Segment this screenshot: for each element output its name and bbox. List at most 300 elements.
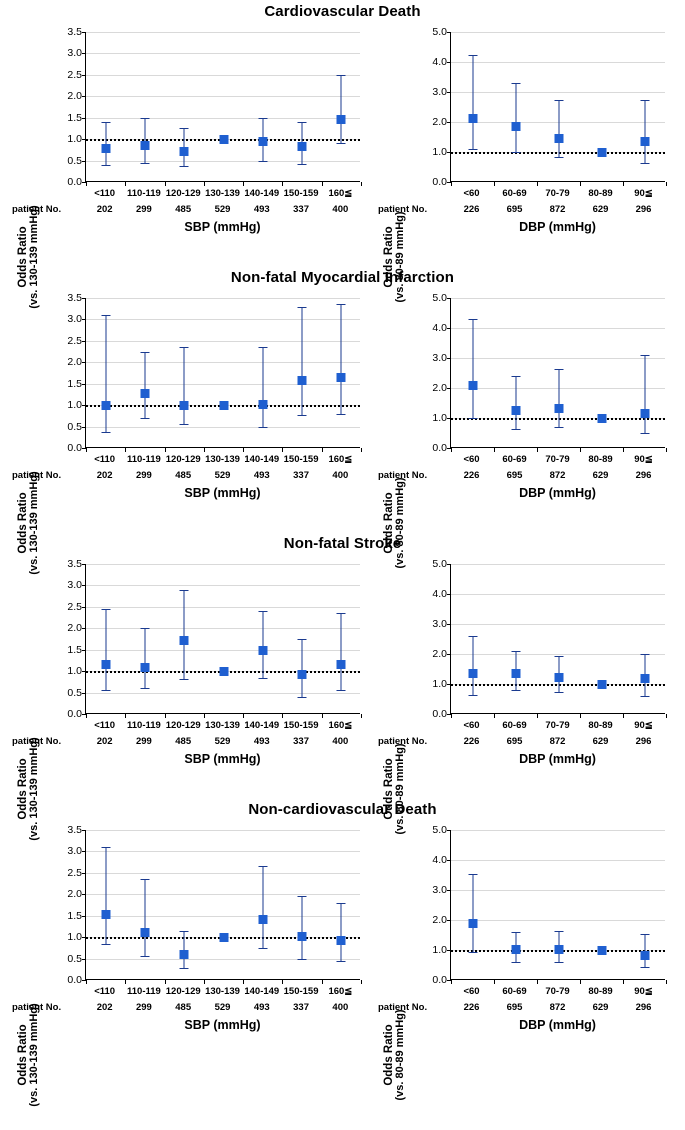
ci-upper-cap (640, 355, 649, 356)
y-axis-label-line2: (vs. 130-139 mmHg) (28, 1003, 40, 1107)
patient-number-row (12, 470, 360, 484)
y-tick-mark (82, 873, 86, 874)
y-tick-label: 2.0 (67, 356, 82, 369)
gridline (451, 298, 665, 299)
patient-number-row (12, 204, 360, 218)
y-tick-mark (82, 32, 86, 33)
ci-upper-cap (258, 611, 267, 612)
patient-number-value: 485 (175, 204, 192, 215)
x-tick-mark (580, 714, 581, 718)
patient-number-value: 695 (506, 470, 523, 481)
y-tick-label: 0.0 (432, 708, 447, 720)
confidence-interval-line (558, 100, 559, 157)
x-category-label: 110-119 (127, 454, 161, 465)
x-category-label: 70-79 (545, 986, 570, 997)
patient-number-value: 629 (592, 1002, 609, 1013)
ci-upper-cap (180, 590, 189, 591)
gridline (86, 873, 360, 874)
ci-upper-cap (258, 347, 267, 348)
y-tick-mark (82, 118, 86, 119)
plot-area (67, 558, 360, 720)
y-tick-label: 3.0 (67, 845, 82, 858)
patient-number-value: 485 (175, 1002, 192, 1013)
x-axis-title: DBP (mmHg) (519, 220, 596, 234)
patient-number-label: patient No. (378, 204, 428, 215)
patient-number-value: 629 (592, 204, 609, 215)
odds-ratio-marker (140, 141, 149, 150)
x-category-label: 80-89 (588, 720, 613, 731)
y-tick-mark (82, 830, 86, 831)
ci-upper-cap (511, 651, 520, 652)
y-tick-mark (82, 585, 86, 586)
x-tick-mark (165, 714, 166, 718)
x-tick-mark (666, 448, 667, 452)
odds-ratio-marker (180, 401, 189, 410)
ci-upper-cap (554, 931, 563, 932)
patient-number-value: 872 (549, 470, 566, 481)
gridline (451, 62, 665, 63)
odds-ratio-marker (101, 401, 110, 410)
y-tick-label: 1.5 (67, 111, 82, 124)
odds-ratio-marker (219, 401, 228, 410)
ci-lower-cap (337, 143, 346, 144)
y-tick-label: 4.0 (432, 588, 447, 600)
patient-number-row (378, 470, 665, 484)
x-category-labels (450, 720, 665, 734)
odds-ratio-marker (640, 137, 649, 146)
x-category-label: 140-149 (244, 720, 280, 731)
y-axis-label-line2: (vs. 130-139 mmHg) (28, 205, 40, 309)
x-axis-line (451, 979, 665, 980)
patient-number-value: 296 (635, 1002, 652, 1013)
x-axis-title: SBP (mmHg) (184, 220, 261, 234)
x-tick-mark (86, 980, 87, 984)
ci-upper-cap (554, 656, 563, 657)
ci-lower-cap (511, 690, 520, 691)
y-tick-mark (82, 851, 86, 852)
y-tick-mark (82, 564, 86, 565)
y-tick-label: 3.0 (432, 352, 447, 364)
odds-ratio-marker (101, 144, 110, 153)
patient-number-value: 485 (175, 470, 192, 481)
y-tick-mark (447, 564, 451, 565)
x-category-label: 130-139 (205, 454, 240, 465)
ci-lower-cap (640, 433, 649, 434)
x-category-label: <110 (94, 188, 116, 199)
y-tick-mark (82, 341, 86, 342)
gridline (451, 358, 665, 359)
ci-lower-cap (298, 697, 307, 698)
x-category-label: 140-149 (244, 986, 280, 997)
confidence-interval-line (644, 355, 645, 433)
ci-lower-cap (180, 424, 189, 425)
x-category-label: 70-79 (545, 720, 570, 731)
x-tick-mark (580, 182, 581, 186)
x-category-labels (85, 986, 360, 1000)
odds-ratio-marker (101, 910, 110, 919)
confidence-interval-line (144, 628, 145, 688)
y-axis-label-line2: (vs. 80-89 mmHg) (394, 211, 406, 303)
x-axis-title: DBP (mmHg) (519, 752, 596, 766)
y-tick-label: 2.0 (67, 622, 82, 635)
patient-number-value: 337 (293, 470, 309, 481)
y-tick-mark (82, 916, 86, 917)
patient-number-label: patient No. (12, 736, 62, 747)
x-tick-mark (243, 980, 244, 984)
y-tick-label: 1.5 (67, 909, 82, 922)
odds-ratio-marker (140, 663, 149, 672)
y-axis-label-line1: Odds Ratio (17, 1024, 29, 1086)
patient-number-label: patient No. (378, 470, 428, 481)
patient-number-value: 529 (214, 736, 231, 747)
y-tick-label: 1.0 (432, 944, 447, 956)
confidence-interval-line (472, 319, 473, 418)
x-axis-line (451, 713, 665, 714)
panel-group-title: Cardiovascular Death (264, 3, 421, 20)
y-axis-label-line1: Odds Ratio (383, 1024, 395, 1086)
confidence-interval-line (341, 75, 342, 144)
x-category-labels (85, 188, 360, 202)
ci-upper-cap (511, 83, 520, 84)
x-category-label: 140-149 (244, 454, 280, 465)
odds-ratio-marker (298, 670, 307, 679)
y-tick-label: 5.0 (432, 292, 447, 304)
y-tick-mark (447, 920, 451, 921)
ci-lower-cap (337, 690, 346, 691)
y-tick-label: 0.5 (67, 686, 82, 699)
patient-number-value: 400 (332, 204, 349, 215)
y-tick-label: 1.5 (67, 377, 82, 390)
ci-lower-cap (258, 427, 267, 428)
y-tick-label: 1.0 (432, 146, 447, 158)
odds-ratio-marker (597, 148, 606, 157)
odds-ratio-marker (640, 409, 649, 418)
odds-ratio-marker (337, 660, 346, 669)
patient-number-row (378, 204, 665, 218)
x-category-label: <60 (463, 454, 480, 465)
patient-number-value: 529 (214, 470, 231, 481)
odds-ratio-marker (298, 376, 307, 385)
x-category-labels (85, 720, 360, 734)
odds-ratio-marker (640, 674, 649, 683)
ci-upper-cap (337, 613, 346, 614)
y-tick-mark (447, 328, 451, 329)
x-tick-mark (361, 448, 362, 452)
confidence-interval-line (302, 307, 303, 415)
odds-ratio-marker (298, 142, 307, 151)
ci-lower-cap (640, 163, 649, 164)
x-category-label: 150-159 (283, 188, 319, 199)
gridline (86, 650, 360, 651)
odds-ratio-marker (597, 680, 606, 689)
y-tick-label: 2.0 (432, 116, 447, 128)
confidence-interval-line (341, 304, 342, 413)
ci-lower-cap (101, 690, 110, 691)
charts-row (0, 820, 685, 1107)
y-tick-mark (447, 830, 451, 831)
x-category-label: 130-139 (205, 720, 240, 731)
y-tick-label: 1.0 (432, 412, 447, 424)
gridline (86, 851, 360, 852)
y-tick-label: 0.0 (432, 974, 447, 986)
x-category-label: <60 (463, 986, 480, 997)
y-tick-label: 0.0 (432, 442, 447, 454)
odds-ratio-marker (468, 114, 477, 123)
patient-number-value: 202 (96, 1002, 113, 1013)
confidence-interval-line (558, 369, 559, 428)
y-tick-label: 1.0 (67, 665, 82, 678)
patient-number-value: 695 (506, 1002, 523, 1013)
x-axis-line (86, 447, 360, 448)
gridline (86, 53, 360, 54)
ci-upper-cap (140, 879, 149, 880)
gridline (86, 585, 360, 586)
odds-ratio-marker (337, 115, 346, 124)
ci-upper-cap (640, 654, 649, 655)
patient-number-value: 872 (549, 204, 566, 215)
y-tick-mark (82, 894, 86, 895)
odds-ratio-marker (258, 137, 267, 146)
y-tick-label: 2.5 (67, 866, 82, 879)
y-tick-label: 3.0 (432, 86, 447, 98)
x-category-labels (450, 188, 665, 202)
plot-area (432, 824, 665, 986)
x-axis-title: DBP (mmHg) (519, 1018, 596, 1032)
patient-number-value: 337 (293, 204, 309, 215)
ci-upper-cap (101, 847, 110, 848)
x-axis-line (86, 181, 360, 182)
x-tick-mark (666, 714, 667, 718)
x-category-labels (450, 454, 665, 468)
y-tick-label: 2.0 (67, 888, 82, 901)
odds-ratio-marker (180, 950, 189, 959)
gridline (451, 860, 665, 861)
ci-upper-cap (101, 315, 110, 316)
x-category-label: 110-119 (127, 720, 161, 731)
gridline (86, 894, 360, 895)
panel-group-title: Non-fatal Stroke (283, 535, 402, 552)
patient-number-value: 296 (635, 204, 652, 215)
ci-upper-cap (258, 866, 267, 867)
x-category-label: 160≦ (328, 188, 353, 199)
x-tick-mark (361, 182, 362, 186)
gridline (86, 161, 360, 162)
x-tick-mark (666, 182, 667, 186)
odds-ratio-marker (180, 636, 189, 645)
plot-area (67, 824, 360, 986)
y-tick-mark (447, 358, 451, 359)
plot-area (67, 26, 360, 188)
confidence-interval-line (144, 879, 145, 956)
confidence-interval-line (262, 347, 263, 426)
x-axis-line (86, 979, 360, 980)
ci-lower-cap (101, 165, 110, 166)
ci-lower-cap (298, 164, 307, 165)
y-axis-label-line2: (vs. 130-139 mmHg) (28, 737, 40, 841)
patient-number-value: 872 (549, 1002, 566, 1013)
ci-lower-cap (101, 432, 110, 433)
x-tick-mark (243, 714, 244, 718)
y-axis-label-line1: Odds Ratio (17, 492, 29, 554)
ci-upper-cap (140, 118, 149, 119)
x-tick-mark (86, 714, 87, 718)
odds-ratio-marker (468, 381, 477, 390)
chart-dbp_cvd (370, 22, 685, 303)
panel-group-title: Non-fatal Myocardial Infarction (230, 269, 455, 286)
y-tick-label: 3.0 (67, 579, 82, 592)
odds-ratio-marker (258, 400, 267, 409)
odds-ratio-marker (468, 919, 477, 928)
patient-number-value: 226 (463, 204, 480, 215)
x-axis-title: DBP (mmHg) (519, 486, 596, 500)
x-tick-mark (494, 448, 495, 452)
ci-lower-cap (511, 152, 520, 153)
x-category-label: 90≦ (634, 720, 653, 731)
ci-upper-cap (180, 347, 189, 348)
y-tick-label: 0.0 (67, 974, 82, 986)
patient-number-value: 299 (135, 1002, 152, 1013)
patient-number-value: 400 (332, 1002, 349, 1013)
ci-upper-cap (180, 931, 189, 932)
ci-upper-cap (337, 903, 346, 904)
x-tick-mark (494, 714, 495, 718)
y-axis-label-line1: Odds Ratio (17, 226, 29, 288)
ci-lower-cap (258, 161, 267, 162)
y-axis-label-line2: (vs. 80-89 mmHg) (394, 743, 406, 835)
ci-lower-cap (337, 961, 346, 962)
y-tick-label: 2.5 (67, 334, 82, 347)
y-tick-mark (82, 607, 86, 608)
x-tick-mark (322, 980, 323, 984)
patient-number-value: 299 (135, 470, 152, 481)
patient-number-value: 493 (253, 204, 270, 215)
ci-upper-cap (554, 100, 563, 101)
patient-number-value: 299 (135, 736, 152, 747)
odds-ratio-marker (258, 915, 267, 924)
chart-dbp_stroke (370, 554, 685, 835)
x-tick-mark (165, 980, 166, 984)
gridline (451, 594, 665, 595)
gridline (86, 830, 360, 831)
x-tick-mark (204, 182, 205, 186)
patient-number-row (378, 1002, 665, 1016)
confidence-interval-line (472, 636, 473, 695)
confidence-interval-line (472, 874, 473, 952)
ci-lower-cap (101, 944, 110, 945)
y-tick-mark (447, 92, 451, 93)
y-tick-label: 2.5 (67, 600, 82, 613)
patient-number-row (12, 1002, 360, 1016)
x-tick-mark (451, 980, 452, 984)
odds-ratio-marker (140, 389, 149, 398)
gridline (86, 959, 360, 960)
patient-number-value: 695 (506, 736, 523, 747)
confidence-interval-line (105, 847, 106, 943)
patient-number-value: 299 (135, 204, 152, 215)
patient-number-row (378, 736, 665, 750)
odds-ratio-marker (554, 673, 563, 682)
y-tick-label: 2.0 (432, 382, 447, 394)
ci-upper-cap (298, 639, 307, 640)
y-tick-label: 5.0 (432, 824, 447, 836)
plot-area (432, 292, 665, 454)
y-tick-mark (82, 959, 86, 960)
ci-lower-cap (180, 679, 189, 680)
x-category-label: 80-89 (588, 454, 613, 465)
y-tick-mark (447, 388, 451, 389)
ci-upper-cap (258, 118, 267, 119)
y-tick-label: 2.0 (432, 914, 447, 926)
x-tick-mark (282, 714, 283, 718)
gridline (86, 362, 360, 363)
gridline (86, 916, 360, 917)
y-tick-label: 4.0 (432, 56, 447, 68)
gridline (451, 890, 665, 891)
gridline (86, 96, 360, 97)
y-axis-label-line1: Odds Ratio (383, 226, 395, 288)
x-tick-mark (537, 714, 538, 718)
confidence-interval-line (105, 315, 106, 432)
y-tick-label: 1.5 (67, 643, 82, 656)
odds-ratio-marker (219, 135, 228, 144)
ci-lower-cap (180, 968, 189, 969)
patient-number-value: 296 (635, 470, 652, 481)
odds-ratio-marker (554, 404, 563, 413)
ci-upper-cap (468, 874, 477, 875)
y-tick-mark (82, 161, 86, 162)
ci-lower-cap (640, 967, 649, 968)
x-category-label: 60-69 (502, 986, 527, 997)
y-tick-label: 1.0 (432, 678, 447, 690)
x-tick-mark (623, 182, 624, 186)
gridline (86, 75, 360, 76)
confidence-interval-line (644, 100, 645, 163)
patient-number-value: 493 (253, 1002, 270, 1013)
y-tick-label: 0.5 (67, 420, 82, 433)
confidence-interval-line (341, 903, 342, 961)
odds-ratio-marker (511, 669, 520, 678)
patient-number-value: 296 (635, 736, 652, 747)
y-tick-mark (82, 53, 86, 54)
y-tick-label: 4.0 (432, 854, 447, 866)
x-category-label: 90≦ (634, 986, 653, 997)
gridline (86, 341, 360, 342)
x-category-label: 160≦ (328, 986, 353, 997)
x-category-label: 60-69 (502, 720, 527, 731)
x-category-label: <110 (94, 454, 116, 465)
x-category-label: 120-129 (165, 454, 201, 465)
patient-number-label: patient No. (12, 204, 62, 215)
y-tick-mark (447, 298, 451, 299)
y-tick-label: 4.0 (432, 322, 447, 334)
x-tick-mark (537, 182, 538, 186)
y-tick-mark (447, 122, 451, 123)
x-category-label: 150-159 (283, 986, 319, 997)
y-tick-label: 3.5 (67, 824, 82, 836)
patient-number-value: 629 (592, 736, 609, 747)
gridline (86, 384, 360, 385)
y-tick-mark (447, 594, 451, 595)
x-category-label: 70-79 (545, 454, 570, 465)
x-category-label: <60 (463, 188, 480, 199)
patient-number-value: 872 (549, 736, 566, 747)
y-tick-mark (82, 75, 86, 76)
patient-number-value: 337 (293, 736, 309, 747)
ci-upper-cap (298, 307, 307, 308)
x-axis-title: SBP (mmHg) (184, 486, 261, 500)
confidence-interval-line (515, 376, 516, 429)
x-category-label: 120-129 (165, 188, 201, 199)
